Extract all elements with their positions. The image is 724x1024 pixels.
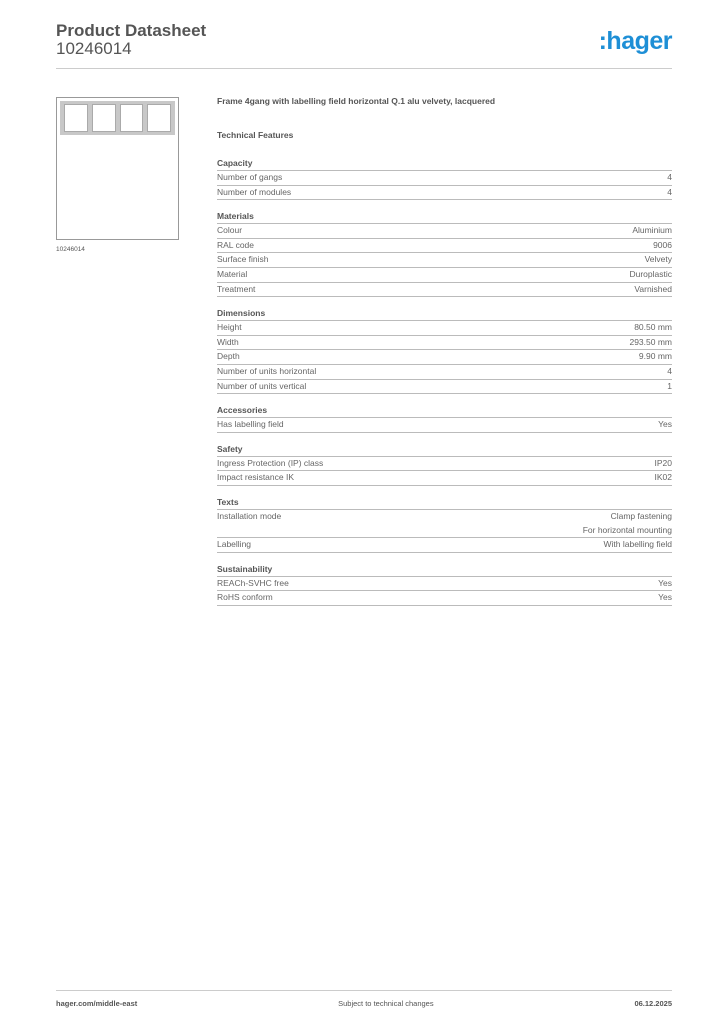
- table-row: [217, 321, 672, 336]
- row-value: IK02: [654, 472, 672, 483]
- table-row: [217, 538, 672, 553]
- section-heading: Capacity: [217, 157, 672, 171]
- table-row: [217, 268, 672, 283]
- row-value: Varnished: [634, 283, 672, 294]
- row-label: Ingress Protection (IP) class: [217, 457, 324, 468]
- table-row: [217, 457, 672, 472]
- section-accessories: [217, 404, 672, 433]
- row-value: 80.50 mm: [634, 322, 672, 333]
- section-materials: [217, 210, 672, 297]
- section-heading: Texts: [217, 496, 672, 510]
- table-row: [217, 336, 672, 351]
- row-value: Yes: [658, 419, 672, 430]
- row-value: 4: [667, 172, 672, 182]
- row-label: Has labelling field: [217, 419, 284, 430]
- row-value: Velvety: [644, 254, 672, 265]
- row-value: IP20: [654, 457, 672, 468]
- row-value: Aluminium: [632, 225, 672, 236]
- product-description: Frame 4gang with labelling field horizontal Q.1 alu velvety, lacquered: [217, 96, 496, 106]
- section-heading: Safety: [217, 443, 672, 457]
- row-label: RAL code: [217, 239, 255, 250]
- row-label: Treatment: [217, 283, 256, 294]
- footer-website[interactable]: hager.com/middle-east: [56, 999, 138, 1008]
- row-value: 293.50 mm: [629, 336, 672, 347]
- header-divider: [56, 68, 672, 69]
- row-label: Labelling: [217, 539, 252, 550]
- row-value: 4: [667, 186, 672, 197]
- row-value: 9006: [653, 239, 672, 250]
- row-label: REACh-SVHC free: [217, 577, 289, 588]
- section-dimensions: [217, 307, 672, 394]
- row-value: 9.90 mm: [638, 351, 672, 362]
- footer-date: 06.12.2025: [634, 999, 672, 1008]
- row-label: Number of units horizontal: [217, 365, 317, 376]
- row-value: With labelling field: [603, 539, 672, 550]
- feature-sections: [217, 157, 672, 606]
- table-row: [217, 171, 672, 186]
- section-heading: Dimensions: [217, 307, 672, 321]
- row-label: Surface finish: [217, 254, 269, 265]
- table-row: [217, 577, 672, 592]
- hager-logo: :hager: [598, 27, 672, 55]
- table-row: [217, 591, 672, 606]
- table-row: [217, 365, 672, 380]
- row-value: 4: [667, 365, 672, 376]
- table-row: [217, 380, 672, 395]
- row-label: Height: [217, 322, 242, 333]
- table-row: [217, 418, 672, 433]
- section-texts: [217, 496, 672, 553]
- row-value: Yes: [658, 577, 672, 588]
- table-row: [217, 224, 672, 239]
- section-heading: Sustainability: [217, 563, 672, 577]
- section-safety: [217, 443, 672, 486]
- footer: [56, 990, 672, 1008]
- row-label: Number of modules: [217, 186, 292, 197]
- table-row: [217, 283, 672, 298]
- image-caption: 10246014: [56, 246, 85, 253]
- row-label: Installation mode: [217, 510, 282, 521]
- row-label: Width: [217, 336, 239, 347]
- footer-note: Subject to technical changes: [338, 999, 434, 1008]
- row-label: Material: [217, 268, 248, 279]
- row-value: Yes: [658, 592, 672, 603]
- product-number: 10246014: [56, 39, 132, 58]
- row-label: Impact resistance IK: [217, 472, 295, 483]
- table-row: [217, 253, 672, 268]
- frame-4gang-picture: [60, 101, 175, 135]
- row-value: 1: [667, 380, 672, 391]
- section-capacity: [217, 157, 672, 200]
- table-row: [217, 186, 672, 201]
- table-row: [217, 239, 672, 254]
- technical-features-heading: Technical Features: [217, 130, 294, 140]
- row-label: Colour: [217, 225, 243, 236]
- row-label: Number of gangs: [217, 172, 283, 182]
- datasheet-main: [217, 96, 672, 616]
- table-row: [217, 510, 672, 538]
- row-value: Duroplastic: [629, 268, 672, 279]
- section-heading: Accessories: [217, 404, 672, 418]
- row-label: RoHS conform: [217, 592, 273, 603]
- section-heading: Materials: [217, 210, 672, 224]
- table-row: [217, 350, 672, 365]
- page-title: Product Datasheet: [56, 21, 207, 40]
- section-sustainability: [217, 563, 672, 606]
- table-row: [217, 471, 672, 486]
- row-label: Number of units vertical: [217, 380, 307, 391]
- product-image: [56, 97, 179, 240]
- row-label: Depth: [217, 351, 240, 362]
- row-value: Clamp fastening For horizontal mounting: [582, 510, 672, 535]
